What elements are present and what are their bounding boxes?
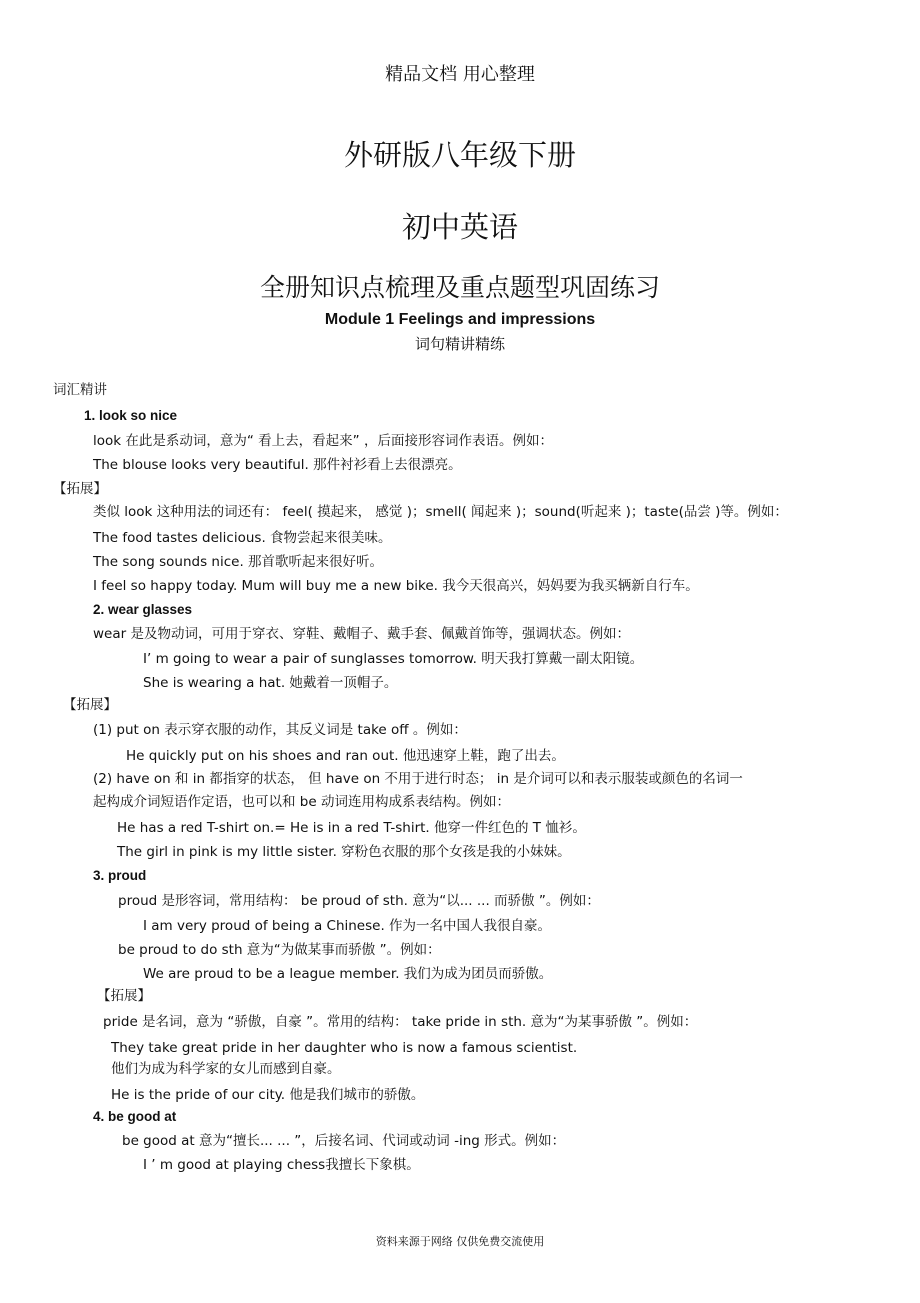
example-line: I ’ m good at playing chess我擅长下象棋。: [143, 1157, 420, 1173]
example-line: He is the pride of our city. 他是我们城市的骄傲。: [111, 1087, 425, 1103]
title-description: 全册知识点梳理及重点题型巩固练习: [259, 273, 660, 302]
example-line: 他们为成为科学家的女儿而感到自豪。: [111, 1061, 341, 1077]
body-line: (1) put on 表示穿衣服的动作，其反义词是 take off 。例如：: [93, 722, 467, 738]
section-heading: 词汇精讲: [53, 382, 107, 398]
page-footer: 资料来源于网络 仅供免费交流使用: [375, 1235, 545, 1248]
body-line: 类似 look 这种用法的词还有： feel( 摸起来， 感觉 )；smell( 闻起来 )；sound(听起来 )；taste(品尝 )等。例如：: [93, 504, 788, 520]
example-line: We are proud to be a league member. 我们为成为团员而骄傲。: [143, 966, 553, 982]
title-grade: 外研版八年级下册: [343, 138, 576, 172]
body-line: (2) have on 和 in 都指穿的状态， 但 have on 不用于进行时态； in 是介词可以和表示服装或颜色的名词一: [93, 771, 743, 787]
item-heading: 2. wear glasses: [93, 602, 193, 617]
example-line: She is wearing a hat. 她戴着一顶帽子。: [143, 675, 398, 691]
example-line: I feel so happy today. Mum will buy me a new bike. 我今天很高兴，妈妈要为我买辆新自行车。: [93, 578, 699, 594]
item-heading: 3. proud: [93, 868, 147, 883]
example-line: The blouse looks very beautiful. 那件衬衫看上去很漂亮。: [93, 457, 462, 473]
example-line: He has a red T-shirt on.= He is in a red T-shirt. 他穿一件红色的 T 恤衫。: [117, 820, 586, 836]
body-line: be good at 意为“擅长... ... ”，后接名词、代词或动词 -ing 形式。例如：: [122, 1133, 566, 1149]
extension-label: 【拓展】: [53, 481, 107, 497]
body-line: 起构成介词短语作定语，也可以和 be 动词连用构成系表结构。例如：: [93, 794, 510, 810]
example-line: The song sounds nice. 那首歌听起来很好听。: [93, 554, 384, 570]
body-line: look 在此是系动词，意为“ 看上去，看起来” ，后面接形容词作表语。例如：: [93, 433, 553, 449]
body-line: be proud to do sth 意为“为做某事而骄傲 ”。例如：: [118, 942, 441, 958]
example-line: I’ m going to wear a pair of sunglasses tomorrow. 明天我打算戴一副太阳镜。: [143, 651, 644, 667]
example-line: The girl in pink is my little sister. 穿粉色衣服的那个女孩是我的小妹妹。: [117, 844, 571, 860]
extension-label: 【拓展】: [63, 697, 117, 713]
body-line: pride 是名词，意为 “骄傲，自豪 ”。常用的结构： take pride in sth. 意为“为某事骄傲 ”。例如：: [103, 1014, 698, 1030]
module-title: Module 1 Feelings and impressions: [324, 311, 596, 328]
module-subtitle: 词句精讲精练: [414, 335, 505, 353]
extension-label: 【拓展】: [97, 988, 151, 1004]
example-line: They take great pride in her daughter who is now a famous scientist.: [111, 1040, 578, 1056]
body-line: proud 是形容词，常用结构： be proud of sth. 意为“以... ... 而骄傲 ”。例如：: [118, 893, 600, 909]
example-line: I am very proud of being a Chinese. 作为一名中国人我很自豪。: [143, 918, 552, 934]
body-line: wear 是及物动词，可用于穿衣、穿鞋、戴帽子、戴手套、佩戴首饰等，强调状态。例如：: [93, 626, 630, 642]
example-line: He quickly put on his shoes and ran out. 他迅速穿上鞋，跑了出去。: [126, 748, 565, 764]
item-heading: 1. look so nice: [84, 408, 178, 423]
page-header: 精品文档 用心整理: [385, 64, 535, 85]
example-line: The food tastes delicious. 食物尝起来很美味。: [93, 530, 392, 546]
title-subject: 初中英语: [401, 210, 518, 244]
item-heading: 4. be good at: [93, 1109, 177, 1124]
